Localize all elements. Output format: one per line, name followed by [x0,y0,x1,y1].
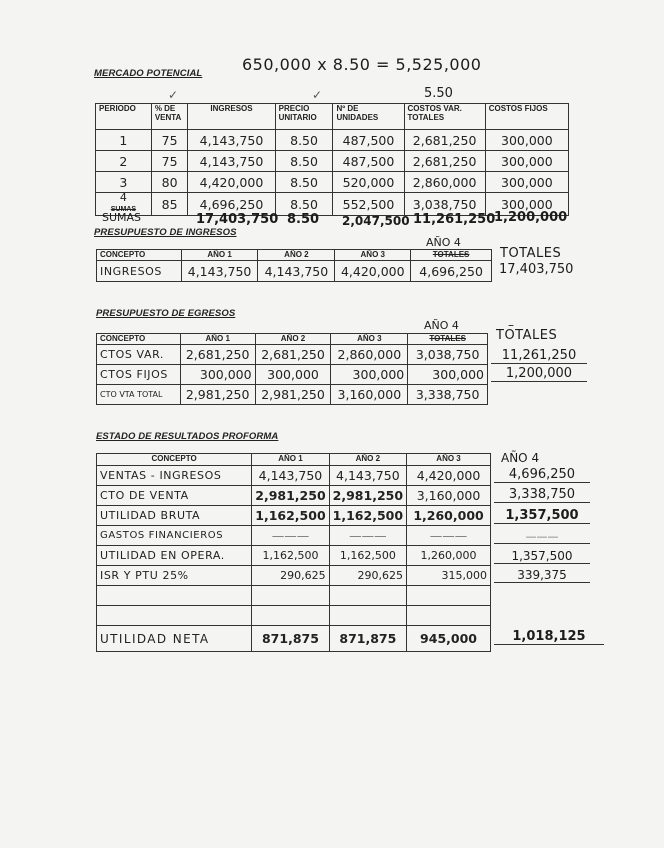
empty-cell [252,606,329,626]
unidades-cell: 520,000 [333,172,404,193]
a2-cell: 2,981,250 [255,385,331,405]
cvar-cell: 3,038,750 [404,193,485,216]
precio-cell: 8.50 [275,130,333,151]
table-row [97,566,491,586]
cfijos-cell: 300,000 [485,193,568,216]
table-row [97,365,488,385]
precio-cell: 8.50 [275,172,333,193]
a2-cell: 1,162,500 [329,546,406,566]
egresos-title: PRESUPUESTO DE EGRESOS [96,308,236,319]
concepto-cell: CTO VTA TOTAL [97,385,181,405]
a3-cell: 945,000 [407,626,491,652]
a1-cell: 290,625 [252,566,329,586]
mercado-table [95,103,569,216]
col-header: COSTOS VAR. TOTALES [404,104,485,130]
a4-utilidad-neta: 1,018,125 [494,629,604,645]
a4-cto-venta: 3,338,750 [494,487,590,503]
col-header: % DE VENTA [151,104,188,130]
empty-cell [252,586,329,606]
unidades-cell: 552,500 [333,193,404,216]
empty-cell [329,586,406,606]
cvar-cell: 2,681,250 [404,130,485,151]
a4-cell: 4,696,250 [411,261,492,282]
check-mark-icon: ✓ [168,88,179,102]
col-header: AÑO 3 [335,250,411,261]
mercado-title: MERCADO POTENCIAL [94,68,203,79]
a4-cell: 3,338,750 [408,385,488,405]
struck-sumas-label: SUMAS [110,206,137,213]
a2-cell: 2,981,250 [329,486,406,506]
a2-cell: 300,000 [255,365,331,385]
periodo-cell: 1 [96,130,152,151]
a3-cell: 4,420,000 [407,466,491,486]
a4-ventas: 4,696,250 [494,467,590,483]
col-header: AÑO 2 [329,454,406,466]
egresos-year4-note: AÑO 4 [424,319,459,332]
a1-cell: 4,143,750 [252,466,329,486]
col-header: AÑO 1 [180,334,255,345]
concepto-cell: CTOS FIJOS [97,365,181,385]
a2-cell: 871,875 [329,626,406,652]
ingresos-cell: 4,696,250 [188,193,275,216]
sumas-cvar: 11,261,250 [413,212,496,227]
a1-cell: ——— [252,526,329,546]
price-annotation: 5.50 [424,86,453,101]
a1-cell: 300,000 [180,365,255,385]
table-row [97,546,491,566]
col-header: TOTALES [411,250,492,261]
table-row [97,606,491,626]
ingresos-table [96,249,492,282]
pct-cell: 85 [151,193,188,216]
concepto-cell: UTILIDAD EN OPERA. [97,546,252,566]
concepto-cell: VENTAS - INGRESOS [97,466,252,486]
table-row [97,466,491,486]
ingresos-year4-note: AÑO 4 [426,236,461,249]
egresos-table [96,333,488,405]
cfijos-cell: 300,000 [485,172,568,193]
unidades-cell: 487,500 [333,151,404,172]
pct-cell: 80 [151,172,188,193]
table-row [97,345,488,365]
check-mark-icon: ✓ [312,88,323,102]
ingresos-title: PRESUPUESTO DE INGRESOS [94,227,237,238]
a3-cell: 3,160,000 [331,385,408,405]
concepto-cell: CTOS VAR. [97,345,181,365]
precio-cell: 8.50 [275,193,333,216]
dash-mark: – [508,318,514,332]
a3-cell: 4,420,000 [335,261,411,282]
a3-cell: 300,000 [331,365,408,385]
empty-cell [329,606,406,626]
sumas-ingresos: 17,403,750 [196,212,279,227]
table-row [97,385,488,405]
empty-cell [97,606,252,626]
empty-cell [407,606,491,626]
empty-cell [97,586,252,606]
egresos-totales-label: TOTALES [496,328,558,343]
unidades-cell: 487,500 [333,130,404,151]
concepto-cell: UTILIDAD NETA [97,626,252,652]
col-header: INGRESOS [188,104,275,130]
a2-cell: 4,143,750 [329,466,406,486]
table-row [96,172,569,193]
a3-cell: 1,260,000 [407,506,491,526]
col-header: CONCEPTO [97,250,182,261]
a2-cell: 290,625 [329,566,406,586]
ingresos-cell: 4,420,000 [188,172,275,193]
cvar-cell: 2,860,000 [404,172,485,193]
a3-cell: ——— [407,526,491,546]
a3-cell: 2,860,000 [331,345,408,365]
a2-cell: ——— [329,526,406,546]
a2-cell: 4,143,750 [258,261,335,282]
sumas-unidades: 2,047,500 [342,214,410,228]
pct-cell: 75 [151,151,188,172]
egresos-total-cfijos: 1,200,000 [491,366,587,382]
col-header: PRECIO UNITARIO [275,104,333,130]
col-header: AÑO 3 [331,334,408,345]
col-header: COSTOS FIJOS [485,104,568,130]
a4-utilidad-bruta: 1,357,500 [494,508,590,524]
col-header: TOTALES [408,334,488,345]
table-row [96,130,569,151]
a1-cell: 1,162,500 [252,546,329,566]
col-header: AÑO 2 [255,334,331,345]
table-row [96,151,569,172]
a4-cell: 300,000 [408,365,488,385]
table-row [97,261,492,282]
a4-gastos-financieros: ——— [494,530,590,544]
col-header: AÑO 2 [258,250,335,261]
ingresos-cell: 4,143,750 [188,130,275,151]
empty-cell [407,586,491,606]
periodo-cell: 3 [96,172,152,193]
concepto-cell: INGRESOS [97,261,182,282]
col-header: AÑO 3 [407,454,491,466]
market-formula: 650,000 x 8.50 = 5,525,000 [242,55,482,74]
a3-cell: 1,260,000 [407,546,491,566]
cfijos-cell: 300,000 [485,130,568,151]
ingresos-cell: 4,143,750 [188,151,275,172]
pct-cell: 75 [151,130,188,151]
table-row [97,626,491,652]
a2-cell: 2,681,250 [255,345,331,365]
col-header: AÑO 1 [252,454,329,466]
a1-cell: 2,981,250 [252,486,329,506]
a4-utilidad-operacion: 1,357,500 [494,549,590,564]
cfijos-cell: 300,000 [485,151,568,172]
table-row [97,506,491,526]
table-row [97,486,491,506]
cvar-cell: 2,681,250 [404,151,485,172]
a1-cell: 1,162,500 [252,506,329,526]
concepto-cell: GASTOS FINANCIEROS [97,526,252,546]
a1-cell: 4,143,750 [181,261,258,282]
col-header: CONCEPTO [97,334,181,345]
sumas-label: SUMAS [102,211,142,224]
sumas-precio: 8.50 [287,212,320,227]
egresos-total-cvar: 11,261,250 [491,348,587,364]
resultados-year4-label: AÑO 4 [501,451,540,465]
concepto-cell: ISR Y PTU 25% [97,566,252,586]
col-header: Nº DE UNIDADES [333,104,404,130]
periodo-value: 4 [119,192,127,204]
a2-cell: 1,162,500 [329,506,406,526]
resultados-table [96,453,491,652]
a1-cell: 2,681,250 [180,345,255,365]
a1-cell: 2,981,250 [180,385,255,405]
ingresos-totales-label: TOTALES [500,246,562,261]
a4-isr-ptu: 339,375 [494,568,590,583]
resultados-title: ESTADO DE RESULTADOS PROFORMA [96,431,279,442]
ingresos-total-value: 17,403,750 [499,262,574,277]
a1-cell: 871,875 [252,626,329,652]
col-header: CONCEPTO [97,454,252,466]
a3-cell: 315,000 [407,566,491,586]
col-header: AÑO 1 [181,250,258,261]
col-header: PERIODO [96,104,152,130]
sumas-cfijos: 1,200,000 [494,210,568,225]
table-row [97,586,491,606]
a4-cell: 3,038,750 [408,345,488,365]
concepto-cell: UTILIDAD BRUTA [97,506,252,526]
table-row [97,526,491,546]
precio-cell: 8.50 [275,151,333,172]
periodo-cell: 2 [96,151,152,172]
a3-cell: 3,160,000 [407,486,491,506]
concepto-cell: CTO DE VENTA [97,486,252,506]
